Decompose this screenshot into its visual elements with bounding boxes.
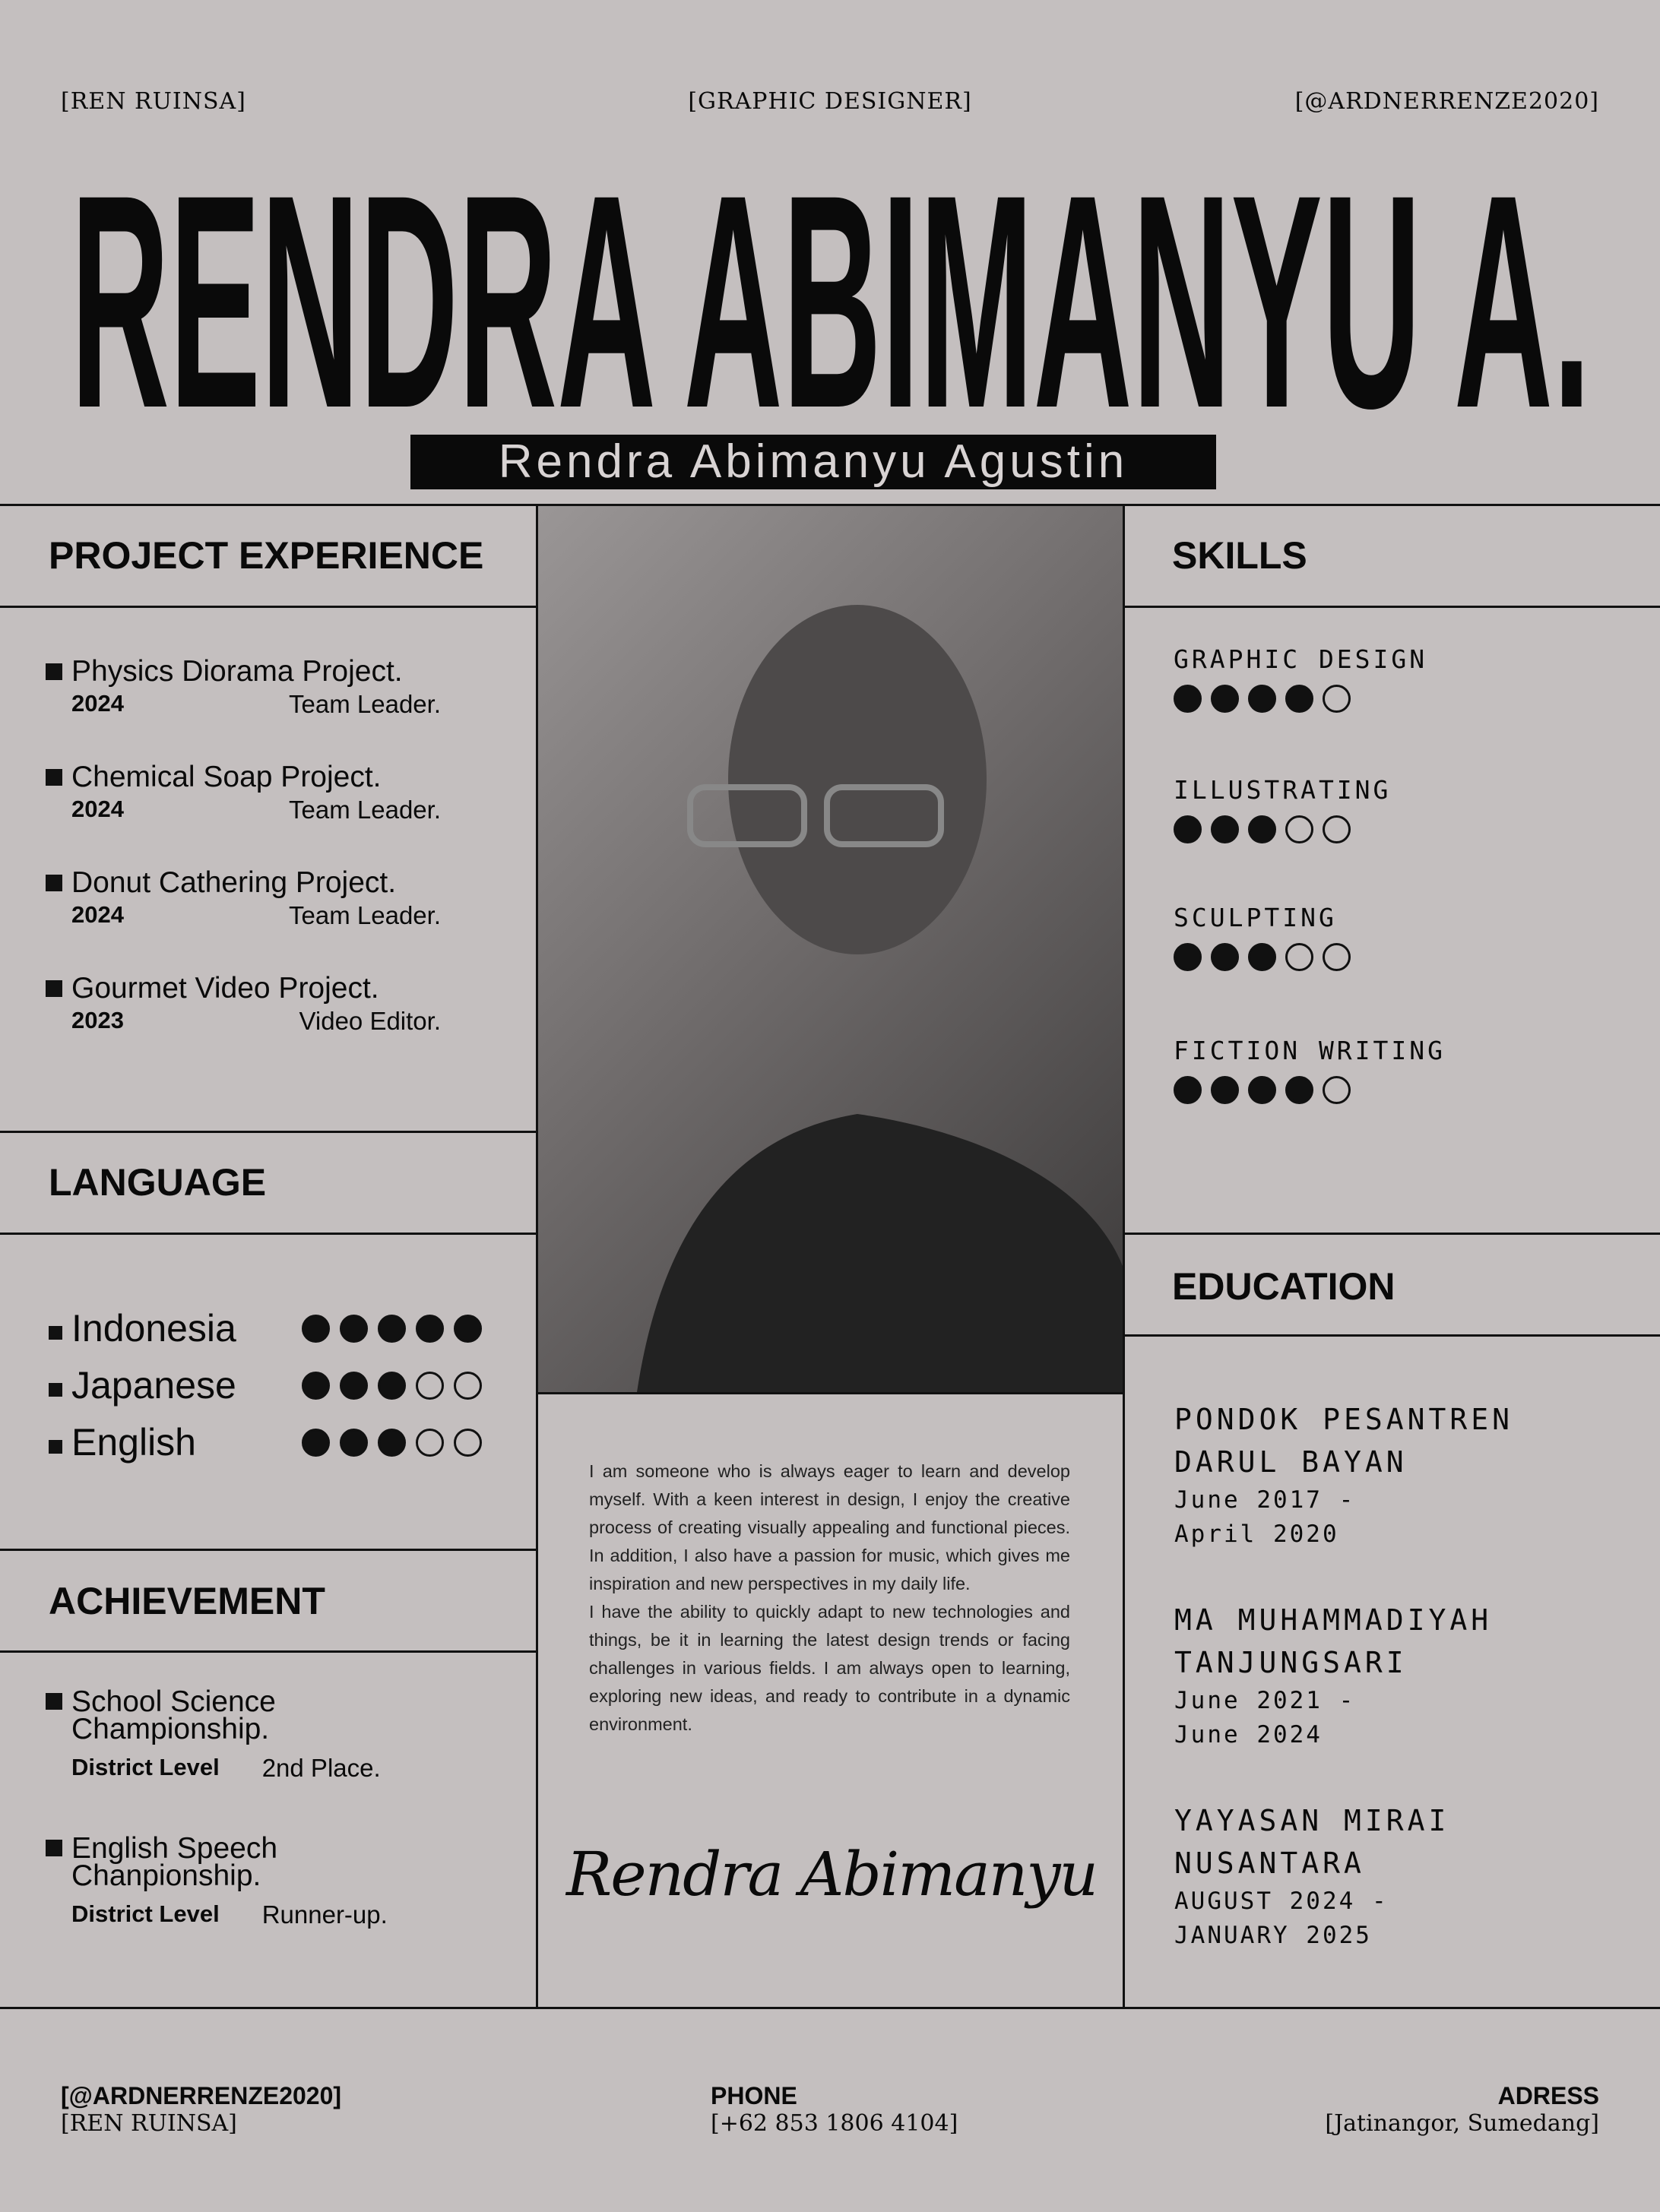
empty-dot-icon <box>454 1429 482 1457</box>
divider <box>537 1392 1123 1394</box>
filled-dot-icon <box>454 1315 482 1343</box>
filled-dot-icon <box>378 1429 406 1457</box>
footer-social-value: [REN RUINSA] <box>61 2110 237 2137</box>
project-name: Donut Cathering Project. <box>71 866 397 899</box>
filled-dot-icon <box>1285 1076 1313 1104</box>
footer-phone-value: [+62 853 1806 4104] <box>711 2110 958 2137</box>
divider <box>0 1650 537 1653</box>
signature: Rendra Abimanyu <box>566 1839 1098 1910</box>
project-name: Gourmet Video Project. <box>71 972 379 1005</box>
achievement-item <box>46 1685 441 1783</box>
language-name: Indonesia <box>71 1307 236 1350</box>
education-date: JANUARY 2025 <box>1174 1922 1372 1949</box>
school-name: PONDOK PESANTREN <box>1174 1403 1514 1436</box>
filled-dot-icon <box>1174 943 1202 971</box>
empty-dot-icon <box>1285 943 1313 971</box>
top-handle-left: [REN RUINSA] <box>61 88 246 115</box>
skill-item <box>1174 644 1427 713</box>
name-title-text: RENDRA ABIMANYU A. <box>71 179 1591 422</box>
skill-item <box>1174 903 1351 971</box>
filled-dot-icon <box>1248 943 1276 971</box>
education-date: June 2017 - <box>1174 1486 1356 1514</box>
school-name: MA MUHAMMADIYAH <box>1174 1603 1493 1637</box>
empty-dot-icon <box>416 1429 444 1457</box>
empty-dot-icon <box>1323 815 1351 843</box>
project-role: Team Leader. <box>289 796 441 824</box>
education-date: June 2024 <box>1174 1721 1323 1748</box>
project-item <box>46 972 441 1036</box>
section-title-achievement: ACHIEVEMENT <box>49 1580 325 1622</box>
footer-social <box>61 2082 341 2137</box>
empty-dot-icon <box>416 1372 444 1400</box>
school-name: DARUL BAYAN <box>1174 1445 1408 1479</box>
education-date: AUGUST 2024 - <box>1174 1888 1389 1915</box>
name-title <box>71 179 1591 422</box>
bullet-icon <box>46 769 62 786</box>
footer-social-label: [@ARDNERRENZE2020] <box>61 2082 342 2109</box>
achievement-item <box>46 1832 441 1929</box>
filled-dot-icon <box>1174 1076 1202 1104</box>
footer-phone <box>711 2082 958 2137</box>
filled-dot-icon <box>1248 685 1276 713</box>
rating-dots <box>302 1429 482 1457</box>
project-item <box>46 761 441 824</box>
achievement-name: Championship. <box>71 1713 270 1745</box>
footer-address-value: [Jatinangor, Sumedang] <box>1325 2110 1599 2137</box>
section-title-projects: PROJECT EXPERIENCE <box>49 534 484 577</box>
divider <box>0 1233 537 1235</box>
language-name: English <box>71 1421 196 1464</box>
filled-dot-icon <box>302 1315 330 1343</box>
project-item <box>46 866 441 930</box>
project-name: Physics Diorama Project. <box>71 655 403 688</box>
divider <box>0 1131 537 1133</box>
bullet-icon <box>46 1840 62 1856</box>
skill-item <box>1174 775 1391 843</box>
top-role: [GRAPHIC DESIGNER] <box>688 88 972 115</box>
filled-dot-icon <box>1211 943 1239 971</box>
filled-dot-icon <box>340 1315 368 1343</box>
divider <box>0 606 537 608</box>
rating-dots <box>302 1315 482 1343</box>
skill-item <box>1174 1036 1446 1104</box>
education-date: June 2021 - <box>1174 1687 1356 1714</box>
divider <box>0 1549 537 1551</box>
footer-address <box>1325 2082 1599 2137</box>
divider <box>1123 504 1125 2008</box>
bullet-icon <box>49 1326 62 1340</box>
empty-dot-icon <box>1323 1076 1351 1104</box>
achievement-result: Runner-up. <box>261 1900 388 1929</box>
project-role: Team Leader. <box>289 690 441 718</box>
language-name: Japanese <box>71 1364 236 1407</box>
profile-photo <box>538 506 1123 1392</box>
filled-dot-icon <box>1285 685 1313 713</box>
filled-dot-icon <box>1211 1076 1239 1104</box>
project-year: 2024 <box>71 796 124 822</box>
section-title-education: EDUCATION <box>1172 1265 1395 1308</box>
divider <box>1123 606 1660 608</box>
filled-dot-icon <box>302 1372 330 1400</box>
filled-dot-icon <box>1248 1076 1276 1104</box>
filled-dot-icon <box>340 1429 368 1457</box>
bullet-icon <box>46 875 62 891</box>
project-role: Video Editor. <box>299 1007 441 1035</box>
language-item <box>49 1414 482 1470</box>
divider <box>1123 1233 1660 1235</box>
project-name: Chemical Soap Project. <box>71 761 382 793</box>
empty-dot-icon <box>1323 685 1351 713</box>
project-role: Team Leader. <box>289 901 441 929</box>
rating-dots <box>1174 685 1427 713</box>
filled-dot-icon <box>302 1429 330 1457</box>
achievement-name: English Speech <box>71 1832 278 1865</box>
rating-dots <box>1174 1076 1446 1104</box>
bio-paragraph: I have the ability to quickly adapt to new technologies and things, be it in learning the latest design trends or facing challenges in various fields. I am always open to learning, exploring new ideas, and ready to contribute in a dynamic environment. <box>589 1602 1070 1734</box>
project-item <box>46 655 441 719</box>
education-item <box>1174 1599 1492 1752</box>
rating-dots <box>302 1372 482 1400</box>
filled-dot-icon <box>1248 815 1276 843</box>
empty-dot-icon <box>1285 815 1313 843</box>
top-handle-right: [@ARDNERRENZE2020] <box>1294 88 1599 115</box>
achievement-level: District Level <box>71 1900 220 1927</box>
divider <box>1123 1334 1660 1337</box>
filled-dot-icon <box>1211 815 1239 843</box>
filled-dot-icon <box>378 1372 406 1400</box>
filled-dot-icon <box>378 1315 406 1343</box>
section-title-language: LANGUAGE <box>49 1161 267 1204</box>
school-name: YAYASAN MIRAI <box>1174 1804 1450 1837</box>
divider <box>0 2007 1660 2009</box>
rating-dots <box>1174 815 1391 843</box>
empty-dot-icon <box>1323 943 1351 971</box>
filled-dot-icon <box>1174 685 1202 713</box>
bullet-icon <box>46 663 62 680</box>
project-year: 2024 <box>71 901 124 928</box>
skill-name: FICTION WRITING <box>1174 1036 1446 1065</box>
achievement-result: 2nd Place. <box>261 1754 381 1782</box>
education-item <box>1174 1398 1513 1552</box>
language-item <box>49 1357 482 1413</box>
school-name: NUSANTARA <box>1174 1846 1365 1880</box>
project-year: 2023 <box>71 1007 124 1033</box>
full-name: Rendra Abimanyu Agustin <box>498 435 1129 488</box>
project-year: 2024 <box>71 690 124 717</box>
bio-paragraph: I am someone who is always eager to learn and develop myself. With a keen interest in design, I enjoy the creative process of creating visually appealing and functional pieces. In addition, I also have a passion for music, which gives me inspiration and new perspectives in my daily life. <box>589 1461 1070 1593</box>
skill-name: ILLUSTRATING <box>1174 775 1392 805</box>
footer-address-label: ADRESS <box>1497 2082 1599 2109</box>
bullet-icon <box>46 980 62 997</box>
bullet-icon <box>49 1440 62 1454</box>
empty-dot-icon <box>454 1372 482 1400</box>
school-name: TANJUNGSARI <box>1174 1646 1408 1679</box>
portrait-silhouette <box>538 506 1123 1392</box>
bullet-icon <box>49 1383 62 1397</box>
achievement-level: District Level <box>71 1754 220 1780</box>
filled-dot-icon <box>1174 815 1202 843</box>
skill-name: SCULPTING <box>1174 903 1337 932</box>
education-item <box>1174 1799 1449 1953</box>
filled-dot-icon <box>340 1372 368 1400</box>
footer-phone-label: PHONE <box>711 2082 797 2109</box>
bullet-icon <box>46 1693 62 1710</box>
language-item <box>49 1300 482 1356</box>
filled-dot-icon <box>416 1315 444 1343</box>
education-date: April 2020 <box>1174 1521 1339 1548</box>
achievement-name: Chanpionship. <box>71 1859 261 1892</box>
filled-dot-icon <box>1211 685 1239 713</box>
skill-name: GRAPHIC DESIGN <box>1174 644 1428 674</box>
achievement-name: School Science <box>71 1685 276 1718</box>
rating-dots <box>1174 943 1351 971</box>
section-title-skills: SKILLS <box>1172 534 1307 577</box>
bio-text <box>589 1457 1070 1739</box>
